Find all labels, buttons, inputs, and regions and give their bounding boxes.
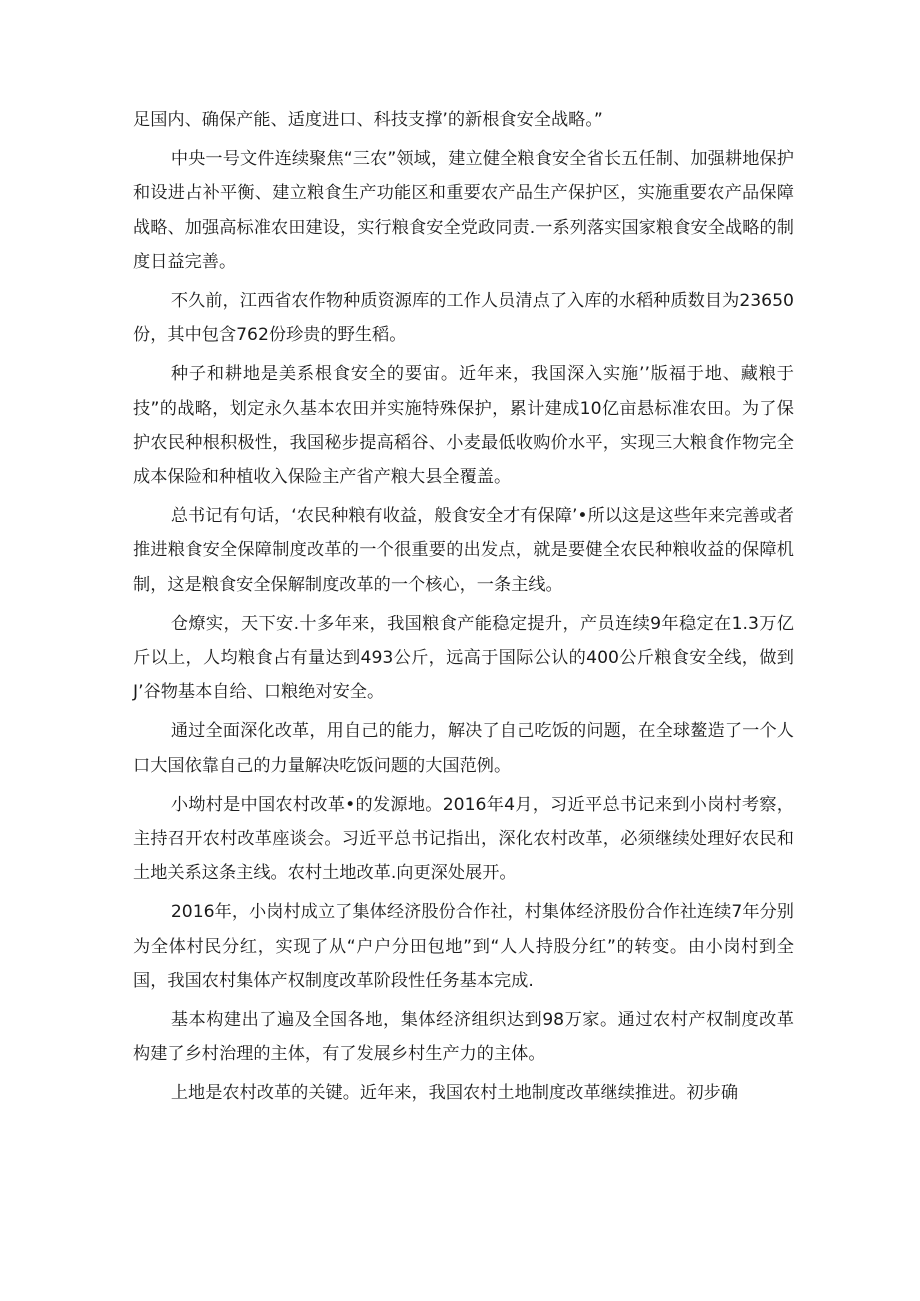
paragraph-4: 种子和耕地是美系根食安全的要宙。近年来，我国深入实施’’版福于地、藏粮于技”的战略，划定永久基本农田并实施特殊保护，累计建成10亿亩悬标准农田。为了保护农民种根积极性，我国秘步提高稻谷、小麦最低收购价水平，实现三大粮食作物完全成本保险和种植收入保险主产省产粮大县全覆盖。 — [133, 364, 794, 488]
paragraph-3: 不久前，江西省农作物种质资源库的工作人员清点了入库的水稻种质数目为23650份，其中包含762份珍贵的野生稻。 — [133, 291, 794, 346]
paragraph-11: 上地是农村改革的关键。近年来，我国农村土地制度改革继续推进。初步确 — [170, 1083, 739, 1104]
paragraph-9: 2016年，小岗村成立了集体经济股份合作社，村集体经济股份合作社连续7年分别为全体村民分红，实现了从“户户分田包地”到“人人持股分红”的转变。由小岗村到全国，我国农村集体产权制度改革阶段性任务基本完成. — [133, 902, 794, 991]
paragraph-6: 仓燎实，天下安.十多年来，我国粮食产能稳定提升，产员连续9年稳定在1.3万亿斤以上，人均粮食占有量达到493公斤，远高于国际公认的400公斤粮食安全线，做到J’谷物基本自给、口粮绝对安全。 — [133, 613, 794, 703]
paragraph-10: 基本构建出了遍及全国各地，集体经济组织达到98万家。通过农村产权制度改革构建了乡村治理的主体，有了发展乡村生产力的主体。 — [133, 1010, 794, 1065]
paragraph-5: 总书记有句话，‘农民种粮有收益，般食安全才有保障’•所以这是这些年来完善或者推进粮食安全保障制度改革的一个很重要的出发点，就是要健全农民种粮收益的保障机制，这是粮食安全保解制度改革的一个核心，一条主线。 — [133, 506, 794, 595]
document-body — [133, 103, 794, 1116]
paragraph-2: 中央一号文件连续聚焦“三农”领域，建立健全粮食安全省长五任制、加强耕地保护和设进占补平衡、建立粮食生产功能区和重要农产品生产保护区，实施重要农产品保障战略、加强高标准农田建设，实行粮食安全党政同责.一系列落实国家粮食安全战略的制度日益完善。 — [133, 149, 794, 272]
paragraph-1: 足国内、确保产能、适度进口、科技支撑’的新根食安全战略。” — [133, 110, 603, 130]
paragraph-7: 通过全面深化改革，用自己的能力，解决了自己吃饭的问题，在全球鳌造了一个人口大国依靠自己的力量解决吃饭问题的大国范例。 — [133, 721, 794, 776]
paragraph-8: 小坳村是中国农村改革•的发源地。2016年4月，习近平总书记来到小岗村考察，主持召开农村改革座谈会。习近平总书记指出，深化农村改革，必须继续处理好农民和土地关系这条主线。农村土地改革.向更深处展开。 — [133, 794, 794, 884]
